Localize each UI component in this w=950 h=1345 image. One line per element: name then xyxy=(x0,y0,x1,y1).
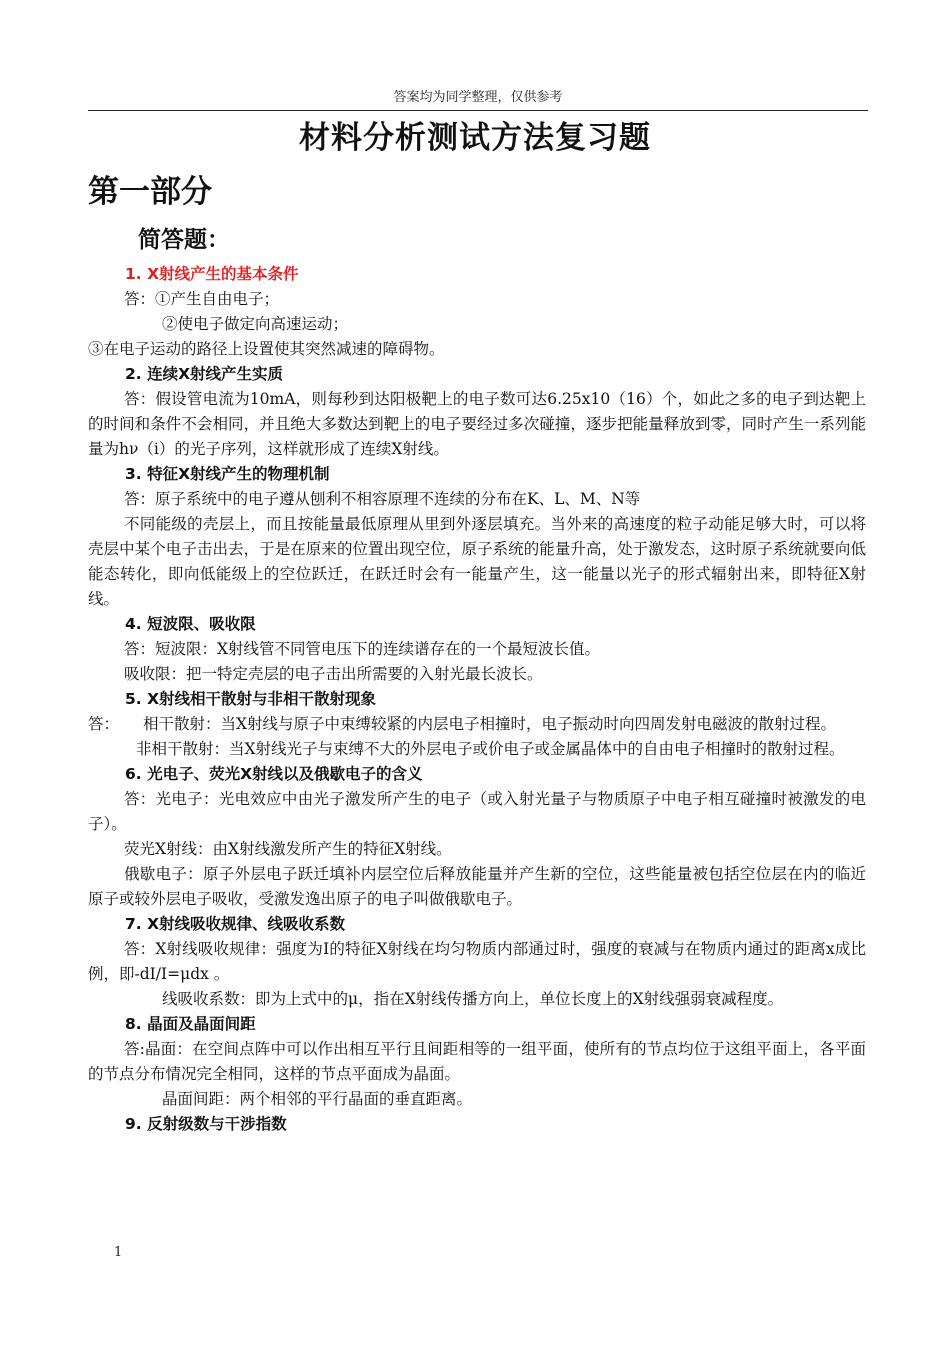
page-header xyxy=(88,86,868,111)
part-title: 第一部分 xyxy=(88,174,212,210)
question-7-title: 7. X射线吸收规律、线吸收系数 xyxy=(125,915,346,933)
question-2-title: 2. 连续X射线产生实质 xyxy=(125,365,284,383)
q5-answer-text-1: 相干散射：当X射线与原子中束缚较紧的内层电子相撞时，电子振动时向四周发射电磁波的散射过程。 xyxy=(143,715,837,733)
q4-answer-line-1: 答：短波限：X射线管不同管电压下的连续谱存在的一个最短波长值。 xyxy=(124,640,601,658)
q3-answer-para-2: 不同能级的壳层上，而且按能量最低原理从里到外逐层填充。当外来的高速度的粒子动能足够大时，可以将壳层中某个电子击出去，于是在原来的位置出现空位，原子系统的能量升高，处于激发态，这时原子系统就要向低能态转化，即向低能级上的空位跃迁，在跃迁时会有一能量产生，这一能量以光子的形式辐射出来，即特征X射线。 xyxy=(88,515,866,608)
q5-answer-label: 答： xyxy=(88,715,120,733)
question-4-title: 4. 短波限、吸收限 xyxy=(125,615,256,633)
q1-answer-line-1: 答：①产生自由电子； xyxy=(124,290,280,308)
section-title: 简答题： xyxy=(138,227,230,253)
document-title: 材料分析测试方法复习题 xyxy=(299,120,651,156)
q7-answer-para-2: 线吸收系数：即为上式中的μ，指在X射线传播方向上，单位长度上的X射线强弱衰减程度。 xyxy=(162,990,784,1008)
q8-answer-para-2: 晶面间距：两个相邻的平行晶面的垂直距离。 xyxy=(162,1090,473,1108)
document-body xyxy=(88,262,866,1137)
q6-answer-para-2: 荧光X射线：由X射线激发所产生的特征X射线。 xyxy=(124,840,452,858)
question-8-title: 8. 晶面及晶面间距 xyxy=(125,1015,256,1033)
q5-answer-para-2: 非相干散射：当X射线光子与束缚不大的外层电子或价电子或金属晶体中的自由电子相撞时的散射过程。 xyxy=(136,740,845,758)
q2-answer: 答：假设管电流为10mA，则每秒到达阳极靶上的电子数可达6.25x10（16）个，如此之多的电子到达靶上的时间和条件不会相同，并且绝大多数达到靶上的电子要经过多次碰撞，逐步把能量释放到零，同时产生一系列能量为hν（i）的光子序列，这样就形成了连续X射线。 xyxy=(88,390,866,458)
q8-answer-para-1: 答:晶面：在空间点阵中可以作出相互平行且间距相等的一组平面，使所有的节点均位于这组平面上，各平面的节点分布情况完全相同，这样的节点平面成为晶面。 xyxy=(88,1040,866,1083)
question-1-title: 1. X射线产生的基本条件 xyxy=(125,265,299,283)
q5-answer-para-1 xyxy=(88,712,866,737)
q7-answer-para-1: 答：X射线吸收规律：强度为I的特征X射线在均匀物质内部通过时，强度的衰减与在物质内通过的距离x成比例，即-dI/I=μdx 。 xyxy=(88,940,866,983)
q1-answer-line-3: ③在电子运动的路径上设置使其突然减速的障碍物。 xyxy=(88,340,445,358)
question-6-title: 6. 光电子、荧光X射线以及俄歇电子的含义 xyxy=(125,765,423,783)
q6-answer-para-3: 俄歇电子：原子外层电子跃迁填补内层空位后释放能量并产生新的空位，这些能量被包括空位层在内的临近原子或较外层电子吸收，受激发逸出原子的电子叫做俄歇电子。 xyxy=(88,865,866,908)
question-9-title: 9. 反射级数与干涉指数 xyxy=(125,1115,287,1133)
q6-answer-para-1: 答：光电子：光电效应中由光子激发所产生的电子（或入射光量子与物质原子中电子相互碰撞时被激发的电子）。 xyxy=(88,790,866,833)
q4-answer-line-2: 吸收限：把一特定壳层的电子击出所需要的入射光最长波长。 xyxy=(124,665,543,683)
question-3-title: 3. 特征X射线产生的物理机制 xyxy=(125,465,330,483)
question-5-title: 5. X射线相干散射与非相干散射现象 xyxy=(125,690,377,708)
header-text: 答案均为同学整理，仅供参考 xyxy=(393,90,563,105)
q3-answer-line-1: 答：原子系统中的电子遵从刨利不相容原理不连续的分布在K、L、M、N等 xyxy=(124,490,641,508)
q1-answer-line-2: ②使电子做定向高速运动； xyxy=(162,315,349,333)
page-number: 1 xyxy=(114,1245,123,1260)
